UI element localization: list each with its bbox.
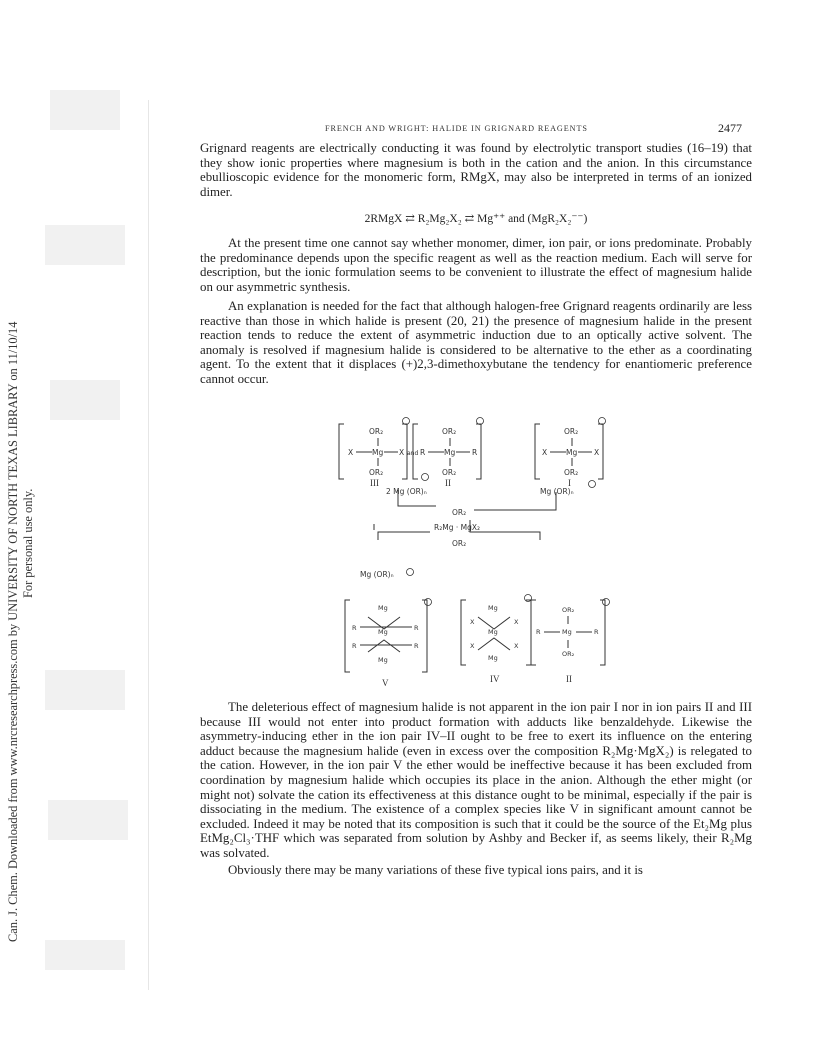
svg-text:OR₂: OR₂ (564, 427, 579, 436)
personal-use-notice: For personal use only. (21, 488, 35, 598)
paragraph-3: An explanation is needed for the fact that although halogen-free Grignard reagents ordinarily are less reactive than those in which halide is present (20, 21) the presence of magnesium halide in the present reaction tends to reduce the extent of asymmetric induction due to an optically active solvent. The anomaly is resolved if magnesium halide is considered to be alternative to the ether as a coordinating agent. To the extent that it displaces (+)2,3-dimethoxybutane the tendency for enantiomeric preference cannot occur. (200, 299, 752, 386)
svg-text:X: X (348, 448, 354, 457)
svg-text:Mg: Mg (378, 656, 388, 664)
svg-text:R: R (472, 448, 478, 457)
svg-text:II: II (445, 478, 451, 488)
svg-text:Mg: Mg (372, 448, 384, 457)
svg-text:R: R (420, 448, 426, 457)
running-title: FRENCH AND WRIGHT: HALIDE IN GRIGNARD REAGENTS (325, 124, 588, 133)
svg-text:X: X (514, 642, 519, 650)
scan-artifact (45, 940, 125, 970)
svg-text:Mg: Mg (488, 628, 498, 636)
paragraph-2: At the present time one cannot say whether monomer, dimer, ion pair, or ions predominate. Probably the predominance depends upon the specific reagent as well as the reaction medium. Each will serve for description, but the ionic formulation seems to be convenient to illustrate the effect of magnesium halide on our asymmetric synthesis. (200, 236, 752, 294)
svg-text:R: R (414, 624, 419, 632)
svg-text:R₂Mg · MgX₂: R₂Mg · MgX₂ (434, 523, 480, 532)
scan-artifact (45, 225, 125, 265)
svg-text:X: X (470, 618, 475, 626)
svg-text:Mg: Mg (562, 628, 572, 636)
download-notice: Can. J. Chem. Downloaded from www.nrcresearchpress.com by UNIVERSITY OF NORTH TEXAS LIBRARY on 11/10/14 (6, 321, 20, 942)
svg-text:Mg (OR)ₙ: Mg (OR)ₙ (540, 487, 574, 496)
svg-text:OR₂: OR₂ (562, 606, 575, 614)
svg-text:I: I (568, 478, 571, 488)
paragraph-1: Grignard reagents are electrically conducting it was found by electrolytic transport studies (16–19) that they show ionic properties where magnesium is both in the cation and the anion. In this circumstance ebullioscopic evidence for the monomeric form, RMgX, may also be interpreted in terms of an ionized dimer. (200, 141, 752, 199)
svg-text:OR₂: OR₂ (442, 427, 457, 436)
svg-text:OR₂: OR₂ (442, 468, 457, 477)
scan-artifact (50, 90, 120, 130)
svg-text:X: X (594, 448, 600, 457)
svg-text:R: R (352, 624, 357, 632)
svg-text:X: X (399, 448, 405, 457)
svg-text:OR₂: OR₂ (564, 468, 579, 477)
svg-text:Mg: Mg (566, 448, 578, 457)
svg-text:X: X (542, 448, 548, 457)
svg-text:OR₂: OR₂ (369, 468, 384, 477)
svg-text:X: X (470, 642, 475, 650)
svg-text:IV: IV (490, 674, 500, 684)
svg-text:V: V (382, 678, 389, 688)
paragraph-4: The deleterious effect of magnesium halide is not apparent in the ion pair I nor in ion pairs II and III because III would not enter into product formation with adducts like benzaldehyde. Likewise the asymmetry-inducing ether in the ion pair IV–II ought to be free to exert its influence on the entering adduct because the magnesium halide (even in excess over the composition R₂Mg·MgX₂) is relegated to the cation. However, in the ion pair V the ether would be ineffective because it has been excluded from coordination by magnesium halide which occupies its place in the anion. Although the ether might (or might not) solvate the cation its effectiveness at this distance ought to be minimal, especially if the pair is dissociating in the medium. The existence of a complex species like V in significant amount cannot be excluded. Indeed it may be noted that its composition is such that it could be the source of the Et₂Mg plus EtMg₂Cl₃·THF which was separated from solution by Ashby and Becker if, as seems likely, their R₂Mg was solvated. (200, 700, 752, 860)
gutter-line (148, 100, 149, 990)
paragraph-5: Obviously there may be many variations of these five typical ions pairs, and it is (228, 863, 643, 877)
svg-text:R: R (536, 628, 541, 636)
svg-text:Mg: Mg (378, 604, 388, 612)
svg-text:X: X (514, 618, 519, 626)
page-number: 2477 (718, 121, 742, 135)
scan-artifact (48, 800, 128, 840)
svg-text:Mg: Mg (378, 628, 388, 636)
svg-text:II: II (566, 674, 572, 684)
svg-text:Mg (OR)ₙ: Mg (OR)ₙ (360, 570, 394, 579)
svg-text:Mg: Mg (444, 448, 456, 457)
scan-artifact (50, 380, 120, 420)
equilibrium-equation: 2RMgX ⇄ R₂Mg₂X₂ ⇄ Mg⁺⁺ and (MgR₂X₂⁻⁻) (364, 213, 588, 225)
svg-text:2 Mg (OR)ₙ: 2 Mg (OR)ₙ (386, 487, 427, 496)
svg-text:III: III (370, 478, 379, 488)
ion-pair-scheme (300, 412, 640, 692)
svg-text:R: R (414, 642, 419, 650)
svg-text:R: R (594, 628, 599, 636)
svg-text:Mg: Mg (488, 604, 498, 612)
svg-text:OR₂: OR₂ (369, 427, 384, 436)
svg-text:R: R (352, 642, 357, 650)
svg-text:OR₂: OR₂ (452, 508, 467, 517)
svg-text:and: and (407, 450, 419, 457)
svg-text:OR₂: OR₂ (452, 539, 467, 548)
scan-artifact (45, 670, 125, 710)
svg-text:OR₂: OR₂ (562, 650, 575, 658)
svg-text:Mg: Mg (488, 654, 498, 662)
